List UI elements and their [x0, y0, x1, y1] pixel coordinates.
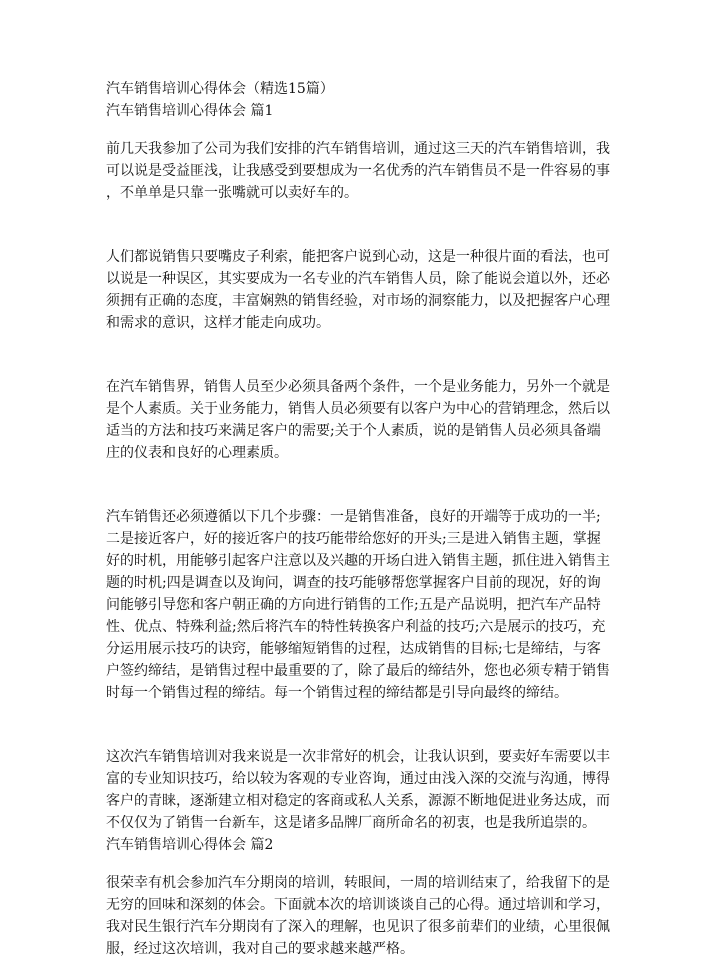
text-line: 时每一个销售过程的缔结。每一个销售过程的缔结都是引导向最终的缔结。 [106, 685, 568, 701]
text-line: 可以说是受益匪浅，让我感受到要想成为一名优秀的汽车销售员不是一件容易的事 [106, 163, 610, 179]
text-line: 在汽车销售界，销售人员至少必须具备两个条件，一个是业务能力，另外一个就是 [106, 379, 610, 395]
text-line: 庄的仪表和良好的心理素质。 [106, 445, 288, 461]
text-line: 和需求的意识，这样才能走向成功。 [106, 315, 330, 331]
text-line: 很荣幸有机会参加汽车分期岗的培训，转眼间，一周的培训结束了，给我留下的是 [106, 875, 610, 891]
text-line: 服，经过这次培训，我对自己的要求越来越严格。 [106, 941, 414, 957]
text-line: 性、优点、特殊利益;然后将汽车的特性转换客户利益的技巧;六是展示的技巧，充 [106, 619, 606, 635]
document-page [106, 78, 618, 960]
text-line: 我对民生银行汽车分期岗有了深入的理解，也见识了很多前辈们的业绩，心里很佩 [106, 919, 610, 935]
paragraph-5 [106, 746, 618, 834]
paragraph-3 [106, 376, 618, 464]
text-line: 这次汽车销售培训对我来说是一次非常好的机会，让我认识到，要卖好车需要以丰 [106, 749, 610, 765]
paragraph-6 [106, 872, 618, 960]
section1-heading: 汽车销售培训心得体会 篇1 [106, 103, 274, 119]
text-line: 以说是一种误区，其实要成为一名专业的汽车销售人员，除了能说会道以外，还必 [106, 271, 610, 287]
text-line: 富的专业知识技巧，给以较为客观的专业咨询，通过由浅入深的交流与沟通，博得 [106, 771, 610, 787]
text-line: 无穷的回味和深刻的体会。下面就本次的培训谈谈自己的心得。通过培训和学习， [106, 897, 610, 913]
text-line: 题的时机;四是调查以及询问，调查的技巧能够帮您掌握客户目前的现况，好的询 [106, 575, 601, 591]
text-line: 好的时机，用能够引起客户注意以及兴趣的开场白进入销售主题，抓住进入销售主 [106, 553, 610, 569]
text-line: 是个人素质。关于业务能力，销售人员必须要有以客户为中心的营销理念，然后以 [106, 401, 610, 417]
paragraph-2 [106, 246, 618, 334]
section2-heading: 汽车销售培训心得体会 篇2 [106, 837, 274, 853]
text-line: 二是接近客户，好的接近客户的技巧能带给您好的开头;三是进入销售主题，掌握 [106, 531, 601, 547]
text-line: 前几天我参加了公司为我们安排的汽车销售培训，通过这三天的汽车销售培训，我 [106, 141, 610, 157]
text-line: 汽车销售还必须遵循以下几个步骤：一是销售准备，良好的开端等于成功的一半; [106, 509, 601, 525]
text-line: 户签约缔结，是销售过程中最重要的了，除了最后的缔结外，您也必须专精于销售 [106, 663, 610, 679]
paragraph-1 [106, 138, 618, 204]
text-line: 人们都说销售只要嘴皮子利索，能把客户说到心动，这是一种很片面的看法，也可 [106, 249, 610, 265]
text-line: 适当的方法和技巧来满足客户的需要;关于个人素质，说的是销售人员必须具备端 [106, 423, 601, 439]
text-line: 客户的青睐，逐渐建立相对稳定的客商或私人关系，源源不断地促进业务达成，而 [106, 793, 610, 809]
text-line: 分运用展示技巧的诀窍，能够缩短销售的过程，达成销售的目标;七是缔结，与客 [106, 641, 601, 657]
text-line: 不仅仅为了销售一台新车，这是诸多品牌厂商所命名的初衷，也是我所追崇的。 [106, 815, 596, 831]
document-title: 汽车销售培训心得体会（精选15篇） [106, 81, 334, 97]
text-line: 须拥有正确的态度，丰富娴熟的销售经验，对市场的洞察能力，以及把握客户心理 [106, 293, 610, 309]
paragraph-4 [106, 506, 618, 704]
text-line: ，不单单是只靠一张嘴就可以卖好车的。 [106, 185, 358, 201]
text-line: 问能够引导您和客户朝正确的方向进行销售的工作;五是产品说明，把汽车产品特 [106, 597, 601, 613]
